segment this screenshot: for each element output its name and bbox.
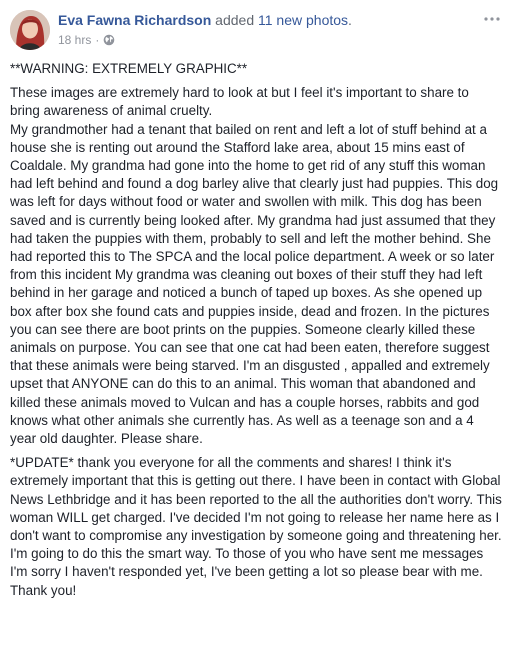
post-body	[10, 60, 502, 606]
post-paragraph-update: *UPDATE* thank you everyone for all the comments and shares! I think it's extremely important that this is getting out there. I have been in contact with Global News Lethbridge and it has been reported to the all the authorities don't worry. This woman WILL get charged. I've decided I'm not going to release her name here as I don't want to compromise any investigation by someone going and threatening her. I'm going to do this the smart way. To those of you who have sent me messages I'm sorry I haven't responded yet, I've been getting a lot so please bear with me. Thank you!	[10, 455, 502, 598]
timestamp[interactable]: 18 hrs	[58, 33, 92, 47]
author-line	[58, 11, 478, 29]
post-header-text	[58, 11, 478, 48]
avatar[interactable]	[10, 10, 50, 50]
photos-link[interactable]: 11 new photos	[258, 12, 349, 28]
post-meta	[58, 32, 478, 48]
post-paragraph-warning: **WARNING: EXTREMELY GRAPHIC**	[10, 61, 248, 76]
meta-separator: ·	[95, 33, 100, 47]
post-paragraph-story: These images are extremely hard to look at but I feel it's important to share to bring awareness of animal cruelty. My grandmother had a tenant that bailed on rent and left a lot of stuff behind at a house she is renting out around the Stafford lake area, about 15 mins east of Coaldale. My grandma had gone into the home to get rid of any stuff this woman had left behind and found a dog barley alive that clearly just had puppies. This dog was left for days without food or water and swollen with milk. This dog has been saved and is currently being looked after. My grandma had just assumed that they had taken the puppies with them, probably to sell and left the mother behind. She had reported this to The SPCA and the local police department. A week or so later from this incident My grandma was cleaning out boxes of their stuff they had left behind in her garage and noticed a bunch of taped up boxes. As she opened up box after box she found cats and puppies inside, dead and frozen. In the pictures you can see there are boot prints on the puppies. Someone clearly killed these animals on purpose. You can see that one cat had been eaten, therefore suggest that these animals were being starved. I'm an disgusted , appalled and extremely upset that ANYONE can do this to an animal. This woman that abandoned and killed these animals moved to Vulcan and has a couple horses, rabbits and god knows what other animals she currently has. As well as a teenage son and a 4 year old daughter. Please share.	[10, 85, 499, 447]
avatar-photo	[10, 10, 50, 50]
post-header	[10, 10, 502, 54]
action-text: added	[211, 12, 258, 28]
action-end: .	[348, 12, 352, 28]
author-name[interactable]: Eva Fawna Richardson	[58, 12, 212, 28]
globe-icon[interactable]	[103, 34, 115, 46]
ellipsis-icon[interactable]	[482, 12, 502, 26]
